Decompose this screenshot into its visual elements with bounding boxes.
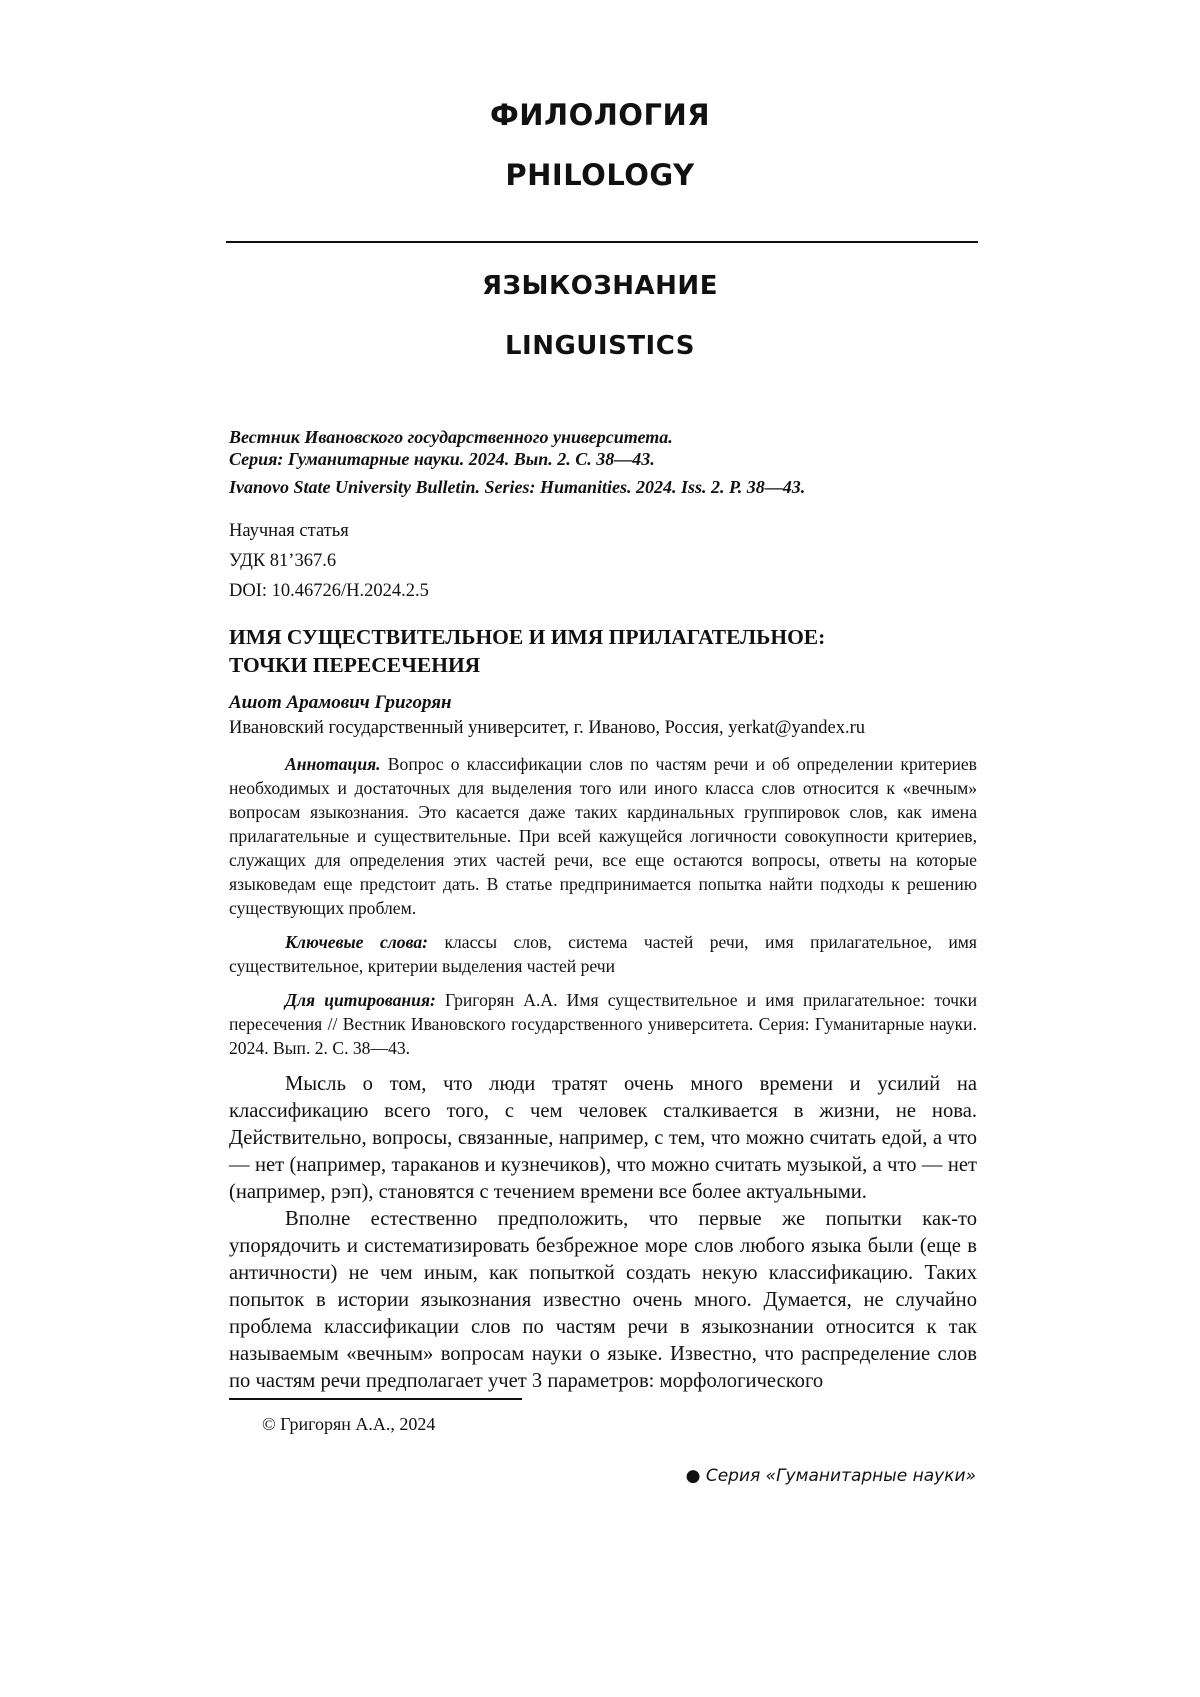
keywords-label: Ключевые слова:	[285, 932, 428, 952]
section-divider	[226, 241, 978, 243]
keywords-paragraph	[229, 930, 977, 978]
abstract-paragraph	[229, 752, 977, 920]
author-name: Ашот Арамович Григорян	[229, 692, 977, 714]
abstract-block	[229, 752, 977, 1070]
body-paragraph-1: Мысль о том, что люди тратят очень много времени и усилий на классификацию всего того, с чем человек сталкивается в жизни, не нова. Действительно, вопросы, связанные, например, с тем, что можно считать едой, а что — нет (например, тараканов и кузнечиков), что можно считать музыкой, а что — нет (например, рэп), становятся с течением времени все более актуальными.	[229, 1071, 977, 1206]
abstract-label: Аннотация.	[285, 754, 381, 774]
author-affiliation: Ивановский государственный университет, г. Иваново, Россия, yerkat@yandex.ru	[229, 718, 977, 739]
journal-en-line: Ivanovo State University Bulletin. Series: Humanities. 2024. Iss. 2. P. 38—43.	[229, 476, 977, 498]
section-title-en: PHILOLOGY	[0, 158, 1200, 192]
title-line1: ИМЯ СУЩЕСТВИТЕЛЬНОЕ И ИМЯ ПРИЛАГАТЕЛЬНОЕ:	[229, 623, 977, 651]
article-type: Научная статья	[229, 516, 977, 546]
journal-reference	[229, 426, 977, 498]
section-title-ru: ФИЛОЛОГИЯ	[0, 98, 1200, 132]
article-body	[229, 1071, 977, 1395]
copyright-note: © Григорян А.А., 2024	[262, 1414, 435, 1435]
citation-label: Для цитирования:	[285, 990, 436, 1010]
subsection-title-en: LINGUISTICS	[0, 331, 1200, 361]
body-paragraph-2: Вполне естественно предположить, что первые же попытки как-то упорядочить и систематизировать безбрежное море слов любого языка были (еще в античности) не чем иным, как попыткой создать некую классификацию. Таких попыток в истории языкознания известно очень много. Думается, не случайно проблема классификации слов по частям речи в языкознании относится к так называемым «вечным» вопросам науки о языке. Известно, что распределение слов по частям речи предполагает учет 3 параметров: морфологического	[229, 1206, 977, 1395]
citation-paragraph	[229, 988, 977, 1060]
series-footer: ● Серия «Гуманитарные науки»	[686, 1466, 976, 1486]
footnote-divider	[229, 1398, 522, 1400]
citation-text: Григорян А.А. Имя существительное и имя прилагательное: точки пересечения // Вестник Ивановского государственного университета. Серия: Гуманитарные науки. 2024. Вып. 2. С. 38—43.	[229, 990, 977, 1058]
abstract-text: Вопрос о классификации слов по частям речи и об определении критериев необходимых и достаточных для выделения того или иного класса слов относится к «вечным» вопросам языкознания. Это касается даже таких кардинальных группировок слов, как имена прилагательные и существительные. При всей кажущейся логичности совокупности критериев, служащих для определения этих частей речи, все еще остаются вопросы, ответы на которые языковедам еще предстоит дать. В статье предпринимается попытка найти подходы к решению существующих проблем.	[229, 754, 977, 918]
doi: DOI: 10.46726/H.2024.2.5	[229, 576, 977, 606]
udc-code: УДК 81’367.6	[229, 546, 977, 576]
article-title	[229, 623, 977, 679]
article-meta	[229, 516, 977, 606]
journal-ru-line2: Серия: Гуманитарные науки. 2024. Вып. 2. С. 38—43.	[229, 448, 977, 470]
journal-ru-line1: Вестник Ивановского государственного университета.	[229, 426, 977, 448]
keywords-text: классы слов, система частей речи, имя прилагательное, имя существительное, критерии выделения частей речи	[229, 932, 977, 976]
subsection-title-ru: ЯЗЫКОЗНАНИЕ	[0, 271, 1200, 301]
title-line2: ТОЧКИ ПЕРЕСЕЧЕНИЯ	[229, 651, 977, 679]
